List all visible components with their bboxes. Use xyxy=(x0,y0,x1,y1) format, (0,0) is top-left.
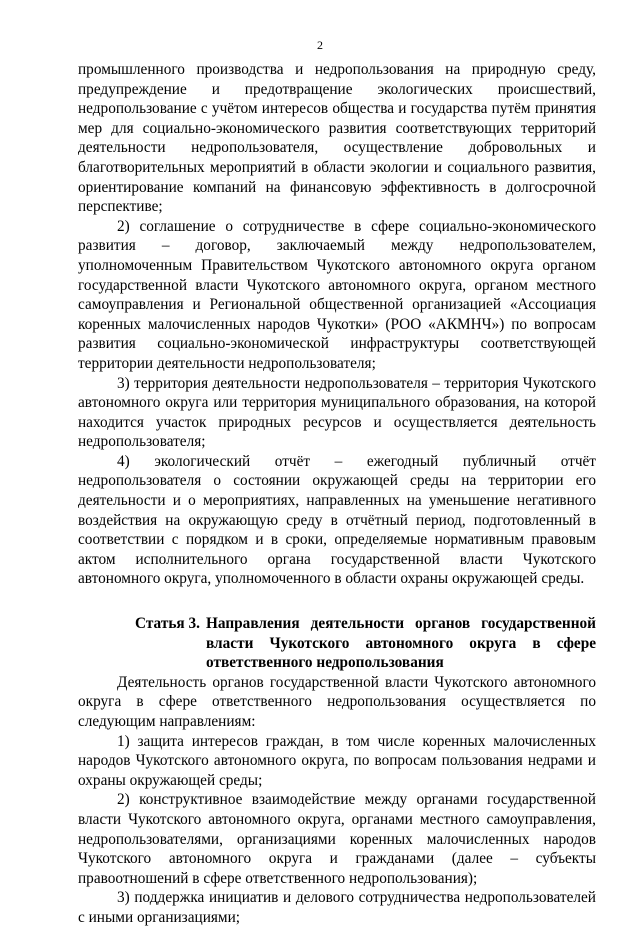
paragraph-direction-3: 3) поддержка инициатив и делового сотрудничества недропользователей с иными организациями; xyxy=(78,889,596,926)
paragraph-definition-2: 2) соглашение о сотрудничестве в сфере социально-экономического развития – договор, заключаемый между недропользователем, уполномоченным Правительством Чукотского автономного округа органом государственной власти Чукотского автономного округа, органом местного самоуправления и Региональной общественной организацией «Ассоциация коренных малочисленных народов Чукотки» (РОО «АКМНЧ») по вопросам развития социально-экономической инфраструктуры соответствующей территории деятельности недропользователя; xyxy=(78,217,596,372)
paragraph-definition-3: 3) территория деятельности недропользователя – территория Чукотского автономного округа или территория муниципального образования, на которой находится участок природных ресурсов и осуществляется деятельность недропользователя; xyxy=(78,374,596,451)
paragraph-definition-4: 4) экологический отчёт – ежегодный публичный отчёт недропользователя о состоянии окружающей среды на территории его деятельности и о мероприятиях, направленных на уменьшение негативного воздействия на окружающую среду в отчётный период, подготовленный в соответствии с порядком и в сроки, определяемые нормативным правовым актом исполнительного органа государственной власти Чукотского автономного округа, уполномоченного в области охраны окружающей среды. xyxy=(78,452,596,588)
paragraph-article-intro: Деятельность органов государственной власти Чукотского автономного округа в сфере ответственного недропользования осуществляется по следующим направлениям: xyxy=(78,673,596,730)
article-title: Направления деятельности органов государственной власти Чукотского автономного округа в сфере ответственного недропользования xyxy=(206,615,596,672)
article-heading xyxy=(78,614,596,673)
paragraph-continuation: промышленного производства и недропользования на природную среду, предупреждение и предотвращение экологических происшествий, недропользование с учётом интересов общества и государства путём принятия мер для социально-экономического развития соответствующих территорий деятельности недропользователя, осуществление добровольных и благотворительных мероприятий в области экологии и социального развития, ориентирование компаний на финансовую эффективность в долгосрочной перспективе; xyxy=(78,61,596,216)
paragraph-direction-1: 1) защита интересов граждан, в том числе коренных малочисленных народов Чукотского автономного округа, по вопросам пользования недрами и охраны окружающей среды; xyxy=(78,732,596,789)
paragraph-direction-2: 2) конструктивное взаимодействие между органами государственной власти Чукотского автономного округа, органами местного самоуправления, недропользователями, организациями коренных малочисленных народов Чукотского автономного округа и гражданами (далее – субъекты правоотношений в сфере ответственного недропользования); xyxy=(78,791,596,887)
article-number: Статья 3. xyxy=(135,615,200,633)
document-body xyxy=(78,60,596,928)
page-number: 2 xyxy=(317,38,323,52)
